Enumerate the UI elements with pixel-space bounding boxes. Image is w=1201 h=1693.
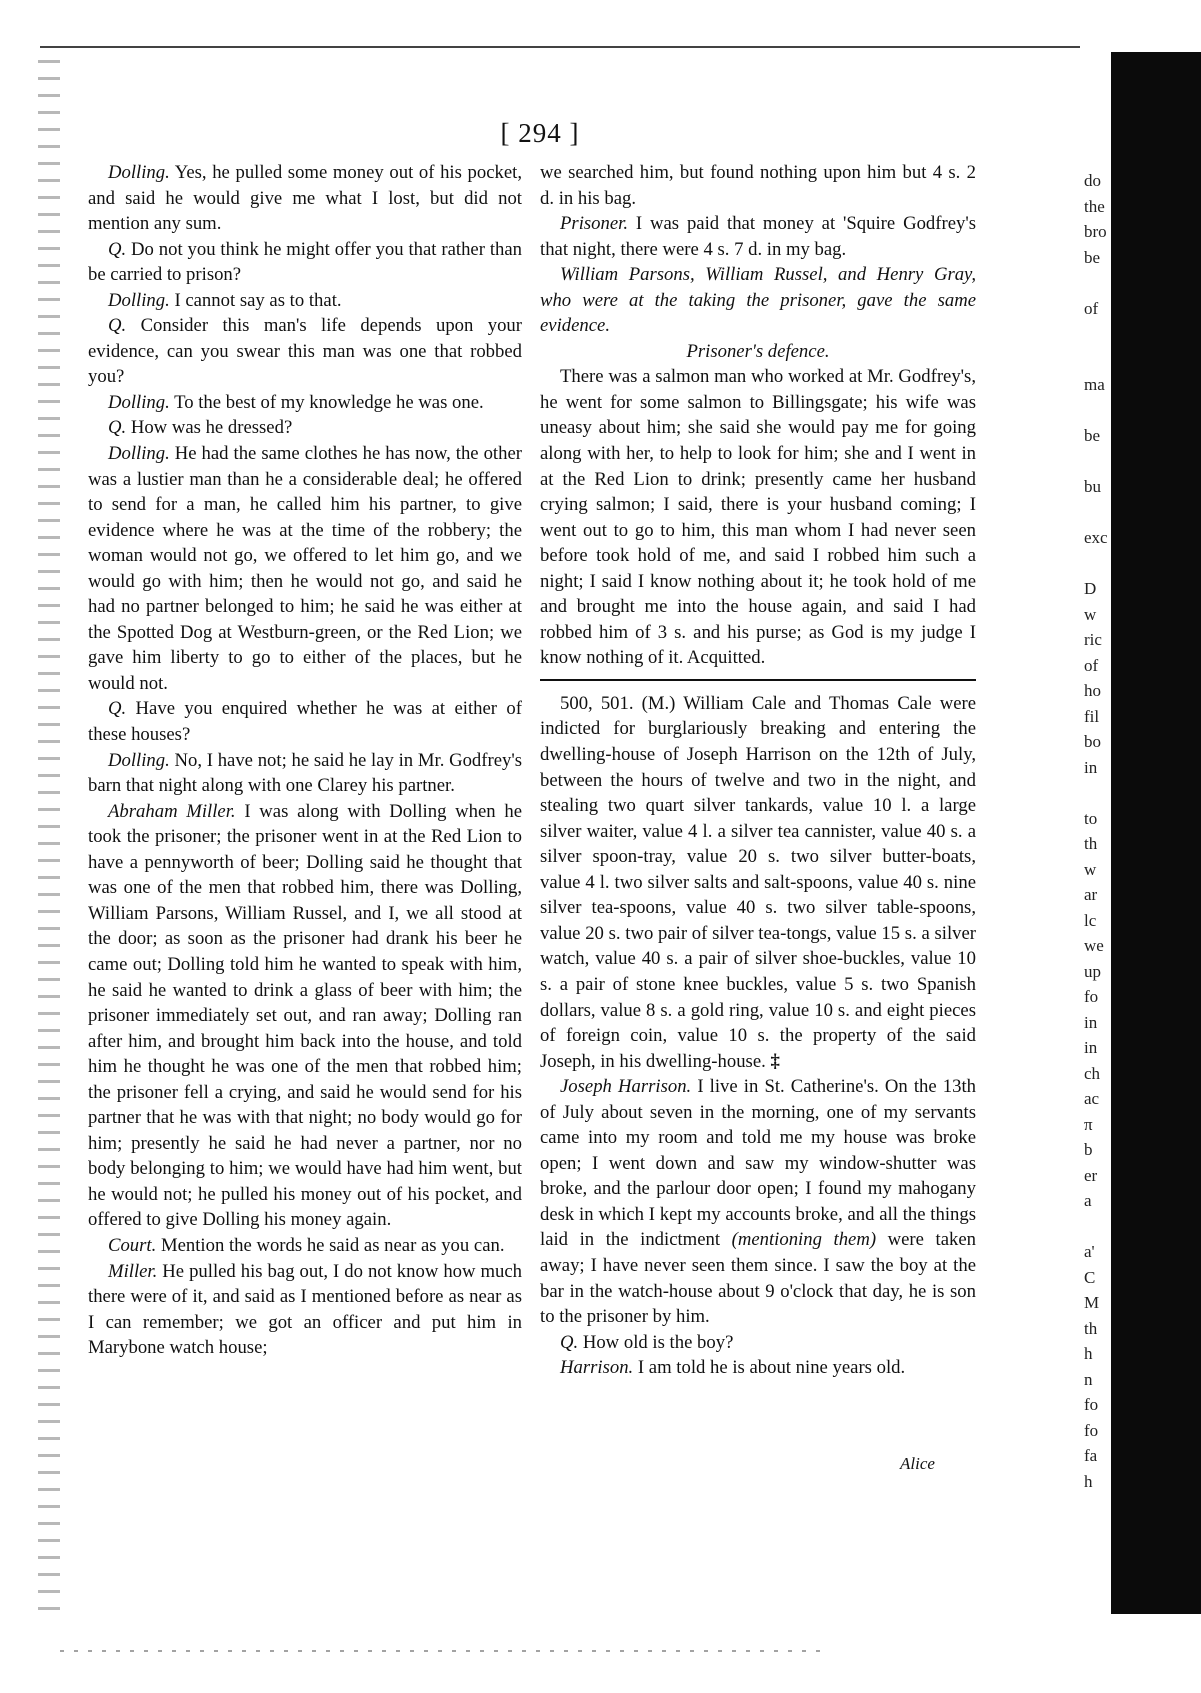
- fragment-line: a: [1084, 1191, 1092, 1210]
- speaker-label: Dolling.: [108, 289, 170, 311]
- dialogue-paragraph: [88, 160, 522, 237]
- fragment-line: [1084, 551, 1112, 577]
- fragment-line: up: [1084, 961, 1101, 981]
- dialogue-paragraph: [88, 288, 522, 314]
- fragment-line: [1084, 449, 1112, 475]
- dialogue-text-tail: were taken away; I have never seen them since. I saw the boy at the bar in the watch-house about 9 o'clock that day, he is son to the prisoner by him.: [540, 1229, 976, 1328]
- next-page-fragment: [1084, 168, 1112, 1494]
- fragment-line: bro: [1084, 222, 1107, 241]
- dialogue-paragraph: [540, 1355, 976, 1381]
- fragment-line: n: [1084, 1369, 1093, 1389]
- case-divider: [540, 679, 976, 681]
- dialogue-text: He pulled his bag out, I do not know how much there were of it, and said as I mentioned before as near as I can remember; we got an officer and put him in Marybone watch house;: [88, 1260, 522, 1359]
- speaker-label: Q.: [108, 238, 127, 260]
- binding-edge-marks: [38, 60, 60, 1620]
- top-rule: [40, 46, 1080, 48]
- dialogue-text: I was along with Dolling when he took the prisoner; the prisoner went in at the Red Lion to have a pennyworth of beer; Dolling said he thought that was one of the men that robbed him, there was Dolling, William Parsons, William Russel, and I, we all stood at the door; as soon as the prisoner had drank his beer he came out; Dolling told him he wanted to speak with him, he said he wanted to drink a glass of beer with him; the prisoner immediately set out, and ran away; Dolling ran after him, and brought him back into the house, and told him he thought he was one of the men that robbed him; the prisoner fell a crying, and said he would send for his partner that he was with that night; no body would go for him; presently he said he had never a partner, nor no body belonging to him; we would have had him went, but he would not; he pulled his money out of his pocket, and offered to give Dolling his money again.: [88, 800, 522, 1231]
- dialogue-text: I live in St. Catherine's. On the 13th of July about seven in the morning, one of my servants came into my room and told me my house was broke open; I went down and saw my window-shutter was broke, and the parlour door open; I found my mahogany desk in which I kept my accounts broke, and all the things laid in the indictment: [540, 1076, 976, 1251]
- fragment-line: bu: [1084, 477, 1101, 496]
- fragment-line: h: [1084, 1344, 1093, 1363]
- dialogue-text: I am told he is about nine years old.: [633, 1357, 906, 1379]
- fragment-line: in: [1084, 1038, 1098, 1057]
- fragment-line: in: [1084, 1012, 1098, 1032]
- speaker-label: Dolling.: [108, 391, 170, 413]
- dialogue-paragraph: [540, 160, 976, 211]
- speaker-label: Dolling.: [108, 749, 170, 771]
- dialogue-paragraph: [540, 1074, 976, 1329]
- speaker-label: Miller.: [108, 1260, 158, 1282]
- speaker-label: Harrison.: [560, 1357, 634, 1379]
- fragment-line: [1084, 500, 1112, 526]
- scan-dark-margin: [1111, 52, 1201, 1614]
- fragment-line: ma: [1084, 375, 1105, 394]
- fragment-line: fa: [1084, 1446, 1098, 1465]
- dialogue-paragraph: [88, 748, 522, 799]
- fragment-line: th: [1084, 834, 1098, 853]
- fragment-line: be: [1084, 426, 1101, 445]
- defence-text: There was a salmon man who worked at Mr. Godfrey's, he went for some salmon to Billingsgate; his wife was uneasy about him; she said she would pay me for going along with her, to help to look for him; she and I went in at the Red Lion to drink; presently came her husband crying salmon; I said, there is your husband coming; I went out to go to him, this man whom I had never seen before took hold of me, and said I robbed him such a night; I said I know nothing about it; he took hold of me and brought me into the house again, and said I had robbed him of 3 s. and his purse; as God is my judge I know nothing of it.: [540, 366, 976, 669]
- dialogue-text: How was he dressed?: [126, 417, 293, 439]
- fragment-line: [1084, 398, 1112, 424]
- dialogue-paragraph: [88, 415, 522, 441]
- fragment-line: do: [1084, 171, 1101, 190]
- dialogue-text: How old is the boy?: [578, 1331, 734, 1353]
- fragment-line: a': [1084, 1242, 1095, 1261]
- fragment-line: [1084, 1214, 1112, 1240]
- dialogue-text: we searched him, but found nothing upon him but 4 s. 2 d. in his bag.: [540, 162, 976, 209]
- dialogue-text: No, I have not; he said he lay in Mr. Godfrey's barn that night along with one Clarey his partner.: [88, 749, 522, 797]
- dialogue-text: Consider this man's life depends upon your evidence, can you swear this man was one that robbed you?: [88, 315, 522, 388]
- fragment-line: bo: [1084, 732, 1101, 751]
- fragment-line: C: [1084, 1267, 1096, 1287]
- fragment-line: fo: [1084, 1420, 1099, 1440]
- fragment-line: [1084, 780, 1112, 806]
- dialogue-paragraph: [88, 1259, 522, 1361]
- case-intro: 500, 501. (M.) William Cale and Thomas Cale were indicted for burglariously breaking and entering the dwelling-house of Joseph Harrison on the 12th of July, between the hours of twelve and two in the night, and stealing two quart silver tankards, value 10 l. a large silver waiter, value 4 l. a silver tea cannister, value 40 s. a silver spoon-tray, value 20 s. two silver butter-boats, value 4 l. two silver salts and salt-spoons, value 40 s. nine silver tea-spoons, value 40 s. two silver table-spoons, value 20 s. two pair of silver tea-tongs, value 15 s. a silver watch, value 40 s. a pair of silver shoe-buckles, value 10 s. a pair of stone knee buckles, value 5 s. two Spanish dollars, value 8 s. a gold ring, value 10 s. and eight pieces of foreign coin, value 10 s. the property of the said Joseph, in his dwelling-house.: [540, 692, 976, 1072]
- fragment-line: fo: [1084, 1395, 1099, 1414]
- fragment-line: of: [1084, 298, 1099, 318]
- fragment-line: w: [1084, 859, 1097, 879]
- speaker-label: Prisoner.: [560, 213, 629, 235]
- dialogue-text: I cannot say as to that.: [169, 289, 342, 311]
- defence-heading: Prisoner's defence.: [686, 340, 830, 362]
- dialogue-text: Do not you think he might offer you that rather than be carried to prison?: [88, 238, 522, 286]
- left-column: [88, 160, 522, 1361]
- speaker-label: Abraham Miller.: [108, 800, 236, 822]
- fragment-line: ar: [1084, 885, 1098, 904]
- case-intro-paragraph: [540, 691, 976, 1074]
- dialogue-text: He had the same clothes he has now, the other was a lustier man than he a considerable deal; he offered to send for a man, he called him his partner, to give evidence where he was at the time of the robbery; the woman would not go, we offered to let him go, and we would go with him; then he would not go, and said he had no partner belonged to him; he said he was either at the Spotted Dog at Westburn-green, or the Red Lion; we gave him liberty to go to either of the places, but he would not.: [88, 443, 522, 694]
- fragment-line: h: [1084, 1471, 1093, 1491]
- right-column-bottom: [540, 1074, 976, 1381]
- fragment-line: ho: [1084, 681, 1101, 700]
- fragment-line: ac: [1084, 1089, 1100, 1108]
- dialogue-paragraph: [88, 390, 522, 416]
- dialogue-paragraph: [88, 696, 522, 747]
- dialogue-text: Yes, he pulled some money out of his pocket, and said he would give me what I lost, but did not mention any sum.: [88, 162, 522, 235]
- fragment-line: [1084, 270, 1112, 296]
- fragment-line: lc: [1084, 910, 1097, 930]
- fragment-line: to: [1084, 808, 1098, 828]
- fragment-line: fo: [1084, 987, 1099, 1006]
- witnesses-note: William Parsons, William Russel, and Henry Gray, who were at the taking the prisoner, gave the same evidence.: [540, 264, 976, 337]
- fragment-line: b: [1084, 1140, 1093, 1159]
- fragment-line: w: [1084, 604, 1097, 624]
- page-number: [ 294 ]: [500, 118, 580, 148]
- dialogue-text: To the best of my knowledge he was one.: [169, 391, 484, 413]
- fragment-line: M: [1084, 1293, 1100, 1312]
- dialogue-text: Have you enquired whether he was at either of these houses?: [88, 698, 522, 746]
- dialogue-paragraph: [88, 313, 522, 390]
- fragment-line: D: [1084, 579, 1097, 598]
- speaker-label: Court.: [108, 1234, 157, 1256]
- bottom-scan-marks: [60, 1650, 820, 1652]
- fragment-line: exc: [1084, 528, 1108, 547]
- dialogue-paragraph: [540, 1330, 976, 1356]
- verdict: Acquitted.: [686, 647, 766, 669]
- case-mark: ‡: [770, 1050, 780, 1072]
- speaker-label: Q.: [108, 417, 127, 439]
- fragment-line: ch: [1084, 1063, 1101, 1083]
- fragment-line: fil: [1084, 706, 1100, 726]
- dialogue-paragraph: [88, 237, 522, 288]
- fragment-line: in: [1084, 757, 1098, 777]
- right-column-top: [540, 160, 976, 262]
- fragment-line: π: [1084, 1114, 1093, 1134]
- fragment-line: of: [1084, 655, 1099, 675]
- right-column: [540, 160, 976, 1381]
- defence-paragraph: [540, 364, 976, 671]
- fragment-line: [1084, 347, 1112, 373]
- fragment-line: [1084, 321, 1112, 347]
- dialogue-text: Mention the words he said as near as you can.: [156, 1234, 505, 1256]
- dialogue-italic-note: (mentioning them): [731, 1229, 877, 1251]
- speaker-label: Q.: [108, 698, 127, 720]
- fragment-line: er: [1084, 1165, 1098, 1185]
- speaker-label: Q.: [560, 1331, 579, 1353]
- speaker-label: Joseph Harrison.: [560, 1076, 692, 1098]
- speaker-label: Dolling.: [108, 162, 170, 183]
- speaker-label: Q.: [108, 315, 127, 337]
- dialogue-paragraph: [540, 211, 976, 262]
- dialogue-paragraph: [88, 441, 522, 696]
- fragment-line: the: [1084, 196, 1105, 216]
- fragment-line: th: [1084, 1318, 1098, 1338]
- fragment-line: we: [1084, 936, 1104, 955]
- speaker-label: Dolling.: [108, 443, 170, 465]
- dialogue-paragraph: [88, 799, 522, 1233]
- fragment-line: ric: [1084, 630, 1102, 649]
- fragment-line: be: [1084, 247, 1101, 267]
- dialogue-text: I was paid that money at 'Squire Godfrey's that night, there were 4 s. 7 d. in my bag.: [540, 213, 976, 260]
- catchword: Alice: [900, 1454, 935, 1473]
- dialogue-paragraph: [88, 1233, 522, 1259]
